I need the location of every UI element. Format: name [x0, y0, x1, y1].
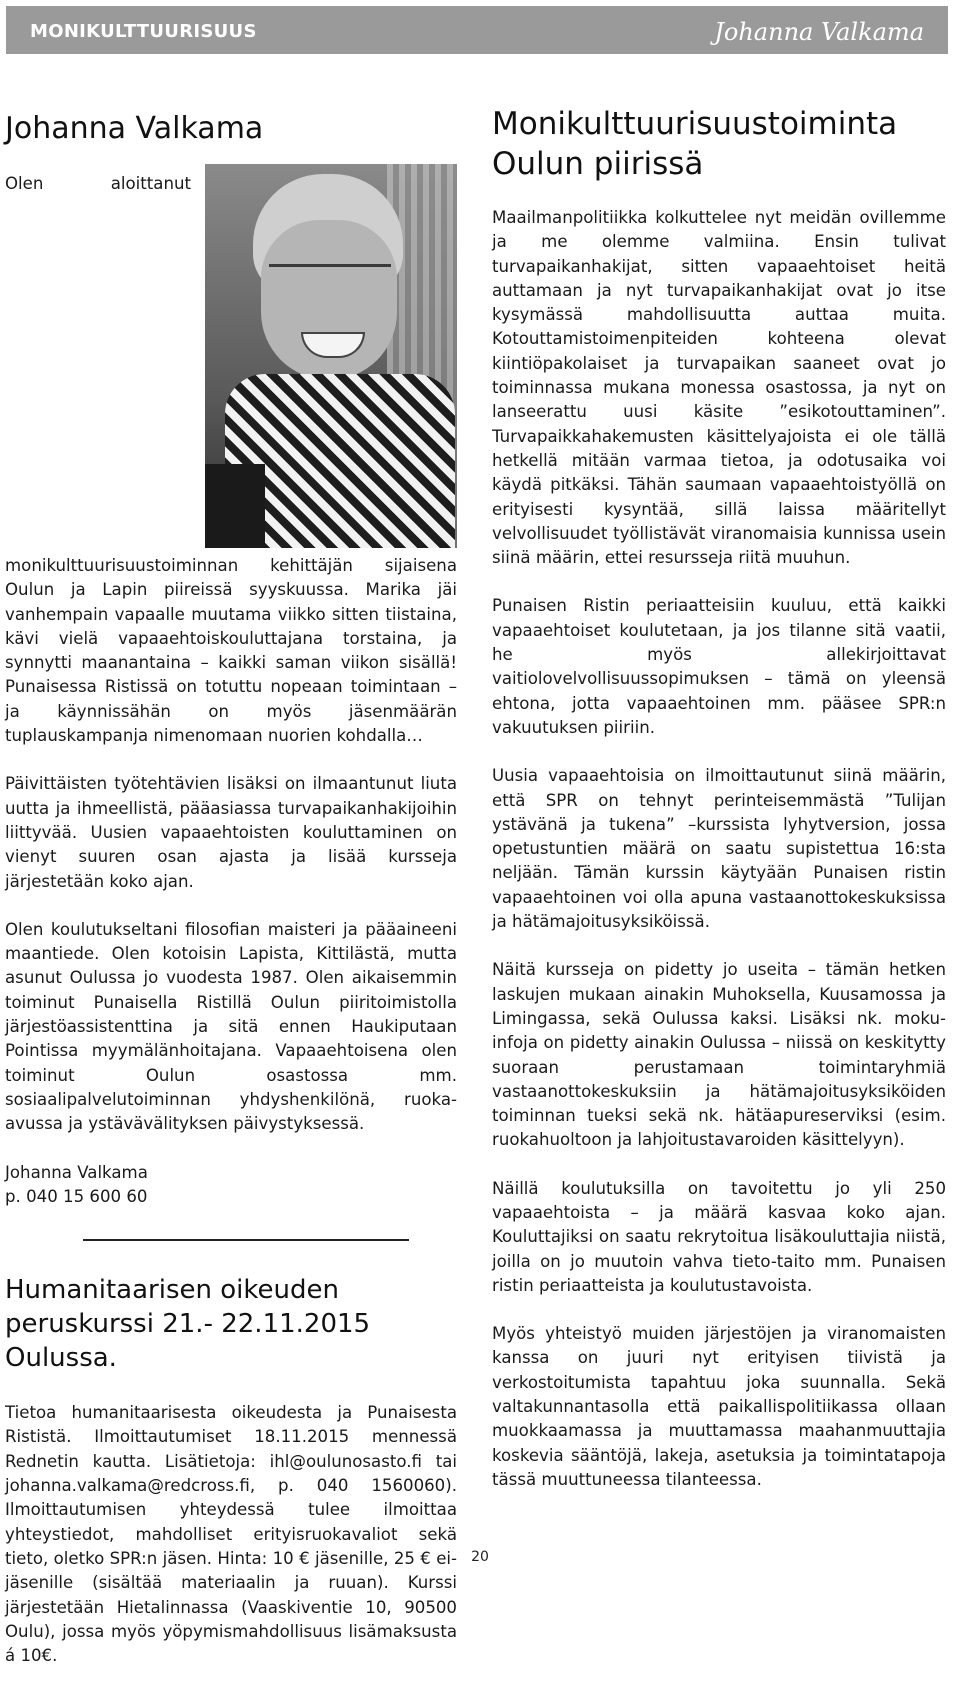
right-paragraph-6: Myös yhteistyö muiden järjestöjen ja viranomaisten kanssa on juuri nyt erityisen tiivistä ja verkostoitumista tapahtuu joka suunnalla. Sekä valtakunnantasolla että paikallispolitiikassa ollaan muokkaamassa ja muuttamassa maahanmuuttajia koskevia sääntöjä, lakeja, asetuksia ja toimintatapoja tässä muuttuneessa tilanteessa.	[492, 1324, 946, 1489]
right-column	[492, 104, 946, 1516]
intro-paragraph: Olen aloittanut monikulttuurisuustoiminnan kehittäjän sijaisena Oulun ja Lapin piireissä syyskuussa. Marika jäi vanhempain vapaalle muutama viikko sitten tiistaina, kävi vielä vapaaehtoiskouluttajana torstaina, ja synnytti maanantaina – kaikki saman viikon sisällä! Punaisessa Ristissä on totuttu nopeaan toimintaan – ja käynnissähän on myös jäsenmäärän tuplauskampanja nimenomaan nuorien kohdalla…	[5, 174, 457, 746]
right-paragraph-2: Punaisen Ristin periaatteisiin kuuluu, että kaikki vapaaehtoiset koulutetaan, ja jos tilanne sitä vaatii, he myös allekirjoittavat vaitiolovelvollisuussopimuksen – tämä on yleensä ehtona, jotta vapaaehtoinen mm. pääsee SPR:n vakuutuksen piiriin.	[492, 596, 946, 737]
signature-name: Johanna Valkama	[5, 1162, 148, 1182]
right-paragraph-5: Näillä koulutuksilla on tavoitettu jo yli 250 vapaaehtoista – ja määrä kasvaa koko ajan. Kouluttajiksi on saatu rekrytoitua lisäkouluttajia niistä, joilla on jo muutoin vahva tieto-taito mm. Punaisen ristin periaatteista ja koulutustavoista.	[492, 1178, 946, 1295]
author-photo	[205, 164, 457, 548]
right-title: Monikulttuurisuustoiminta Oulun piirissä	[492, 106, 898, 182]
page-number: 20	[471, 1549, 489, 1565]
section-label: MONIKULTTUURISUUS	[30, 21, 257, 42]
page-header	[6, 6, 948, 54]
divider	[83, 1239, 409, 1241]
article-title: Johanna Valkama	[5, 111, 264, 146]
background-paragraph: Olen koulutukseltani filosofian maisteri ja pääaineeni maantiede. Olen kotoisin Lapista, Kittilästä, mutta asunut Oulussa jo vuodesta 1987. Olen aikaisemmin toiminut Punaisella Ristillä Oulun piiritoimistolla järjestöassistenttina ja sitä ennen Haukiputaan Pointissa myymälänhoitajana. Vapaaehtoisena olen toiminut Oulun osastossa mm. sosiaalipalvelutoiminnan yhdyshenkilönä, ruoka-avussa ja ystävävälityksen päivystyksessä.	[5, 919, 457, 1134]
header-author: Johanna Valkama	[714, 18, 924, 46]
right-paragraph-3: Uusia vapaaehtoisia on ilmoittautunut siinä määrin, että SPR on tehnyt perinteisemmästä ”Tulijan ystävänä ja tukena” –kurssista lyhytversion, jossa opetustuntien määrä on saatu supistettua 16:sta neljään. Tämän kurssin käytyään Punaisen ristin vapaaehtoinen voi olla apuna vastaanottokeskuksissa ja hätämajoitusyksiköissä.	[492, 766, 946, 932]
course-paragraph: Tietoa humanitaarisesta oikeudesta ja Punaisesta Rististä. Ilmoittautumiset 18.11.2015 mennessä Rednetin kautta. Lisätietoja: ihl@oulunosasto.fi tai johanna.valkama@redcross.fi, p. 040 1560060). Ilmoittautumisen yhteydessä tulee ilmoittaa yhteystiedot, mahdolliset erityisruokavaliot sekä tieto, oletko SPR:n jäsen. Hinta: 10 € jäsenille, 25 € ei-jäsenille (sisältää materiaalin ja ruuan). Kurssi järjestetään Hietalinnassa (Vaaskiventie 10, 90500 Oulu), jossa myös yöpymismahdollisuus lisämaksusta á 10€.	[5, 1403, 457, 1666]
right-paragraph-4: Näitä kursseja on pidetty jo useita – tämän hetken laskujen mukaan ainakin Muhoksella, Kuusamossa ja Limingassa, sekä Oulussa kaksi. Lisäksi nk. moku-infoja on pidetty ainakin Oulussa – niissä on keskitytty suoraan perustamaan toimintaryhmiä vastaanottokeskuksiin ja hätämajoitusyksiköiden toiminnan tueksi sekä nk. hätäapureserviksi (esim. ruokahuoltoon ja lahjoitustavaroiden käsittelyyn).	[492, 960, 946, 1150]
signature-phone: p. 040 15 600 60	[5, 1186, 148, 1206]
right-paragraph-1: Maailmanpolitiikka kolkuttelee nyt meidän ovillemme ja me olemme valmiina. Ensin tulivat turvapaikanhakijat, sitten vapaaehtoiset heitä auttamaan ja nyt turvapaikanhakijat ovat jo itse kysymässä mahdollisuutta auttaa muita. Kotouttamistoimenpiteiden kohteena olevat kiintiöpakolaiset ja turvapaikan saaneet ovat jo toiminnassa mukana monessa osastossa, ja nyt on lanseerattu uusi käsite ”esikotouttaminen”. Turvapaikkahakemusten käsittelyajoista ei ole tällä hetkellä mitään varmaa tietoa, ja odotusaika voi käydä pitkäksi. Tähän saumaan vapaaehtoistyöllä on erityisesti kysyntää, sillä laissa määritellyt velvollisuudet työllistävät viranomaisia kunnissa usein siinä määrin, ettei resursseja riitä muuhun.	[492, 208, 946, 568]
left-column	[5, 110, 457, 1692]
duties-paragraph: Päivittäisten työtehtävien lisäksi on ilmaantunut liuta uutta ja ihmeellistä, pääasiassa turvapaikanhakijoihin liittyvää. Uusien vapaaehtoisten kouluttaminen on vienyt suuren osan ajasta ja lisää kursseja järjestetään koko ajan.	[5, 774, 457, 891]
course-title: Humanitaarisen oikeuden peruskurssi 21.- 22.11.2015 Oulussa.	[5, 1275, 371, 1374]
